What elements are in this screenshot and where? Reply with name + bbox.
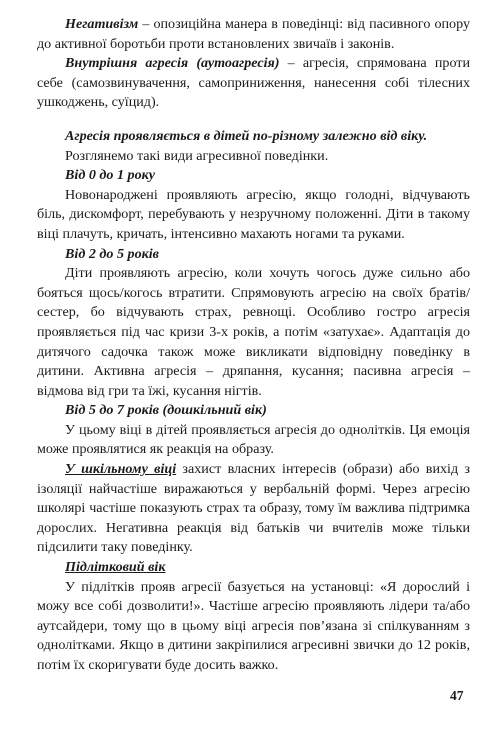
age-0-1-heading: Від 0 до 1 року [65,167,156,184]
internal-aggression-paragraph [37,54,470,113]
page-content [37,15,470,676]
spacer [37,113,470,127]
age-2-5-text: Діти проявляють агресію, коли хочуть чогось дуже сильно або бояться щось/когось втратити. Спрямовують агресію на своїх братів/сестер, бо відчувають страх, ревнощі. Особливо гостро агресія проявляється під час кризи 3-х років, а потім «затухає». Адаптація до дитячого садочка також може викликати відповідну поведінку в дитини. Активна агресія – дряпання, кусання; пасивна агресія – відмова від гри та їжі, кусання нігтів. [37,265,470,399]
negativism-text: – опозиційна манера в поведінці: від пасивного опору до активної боротьби проти встановлених звичаїв і законів. [37,16,470,52]
school-age-paragraph [37,460,470,558]
age-2-5-heading: Від 2 до 5 років [65,245,159,262]
school-age-text: захист власних інтересів (образи) або вихід з ізоляції найчастіше виражаються у вербальній формі. Через агресію школярі частіше показують страх та образу, тому їм важлива підтримка дорослих. Негативна реакція від батьків чи вчителів може тільки підсилити таку поведінку. [37,461,471,556]
school-age-term: У шкільному віці [65,461,177,478]
negativism-paragraph [37,15,470,54]
intro-paragraph: Розглянемо такі види агресивної поведінки. [65,147,329,164]
section-title: Агресія проявляється в дітей по-різному залежно від віку. [65,127,428,144]
negativism-term: Негативізм [65,16,139,32]
age-5-7-text: У цьому віці в дітей проявляється агресія до однолітків. Ця емоція може проявлятися як реакція на образу. [37,421,470,458]
internal-aggression-term: Внутрішня агресія (аутоагресія) [65,55,280,72]
age-5-7-heading: Від 5 до 7 років (дошкільний вік) [65,402,267,419]
teen-heading [37,558,470,578]
page-number: 47 [450,688,464,703]
internal-aggression-text: – агресія, спрямована проти себе (самозвинувачення, самоприниження, нанесення собі тілесних ушкоджень, суїцид). [37,55,471,111]
age-0-1-text: Новонароджені проявляють агресію, якщо голодні, відчувають біль, дискомфорт, перебувають у незручному положенні. Діти в такому віці плачуть, кричать, інтенсивно махають ногами та руками. [37,186,470,242]
teen-text: У підлітків прояв агресії базується на установці: «Я дорослий і можу все собі дозволити!». Частіше агресію проявляють лідери та/або аутсайдери, тому що в цьому віці агресія пов’язана зі спілкуванням з однолітками. Якщо в дитини закріпилися агресивні звички до 12 років, потім їх скоригувати буде досить важко. [37,578,470,673]
teen-heading-label: Підлітковий вік [65,559,166,576]
